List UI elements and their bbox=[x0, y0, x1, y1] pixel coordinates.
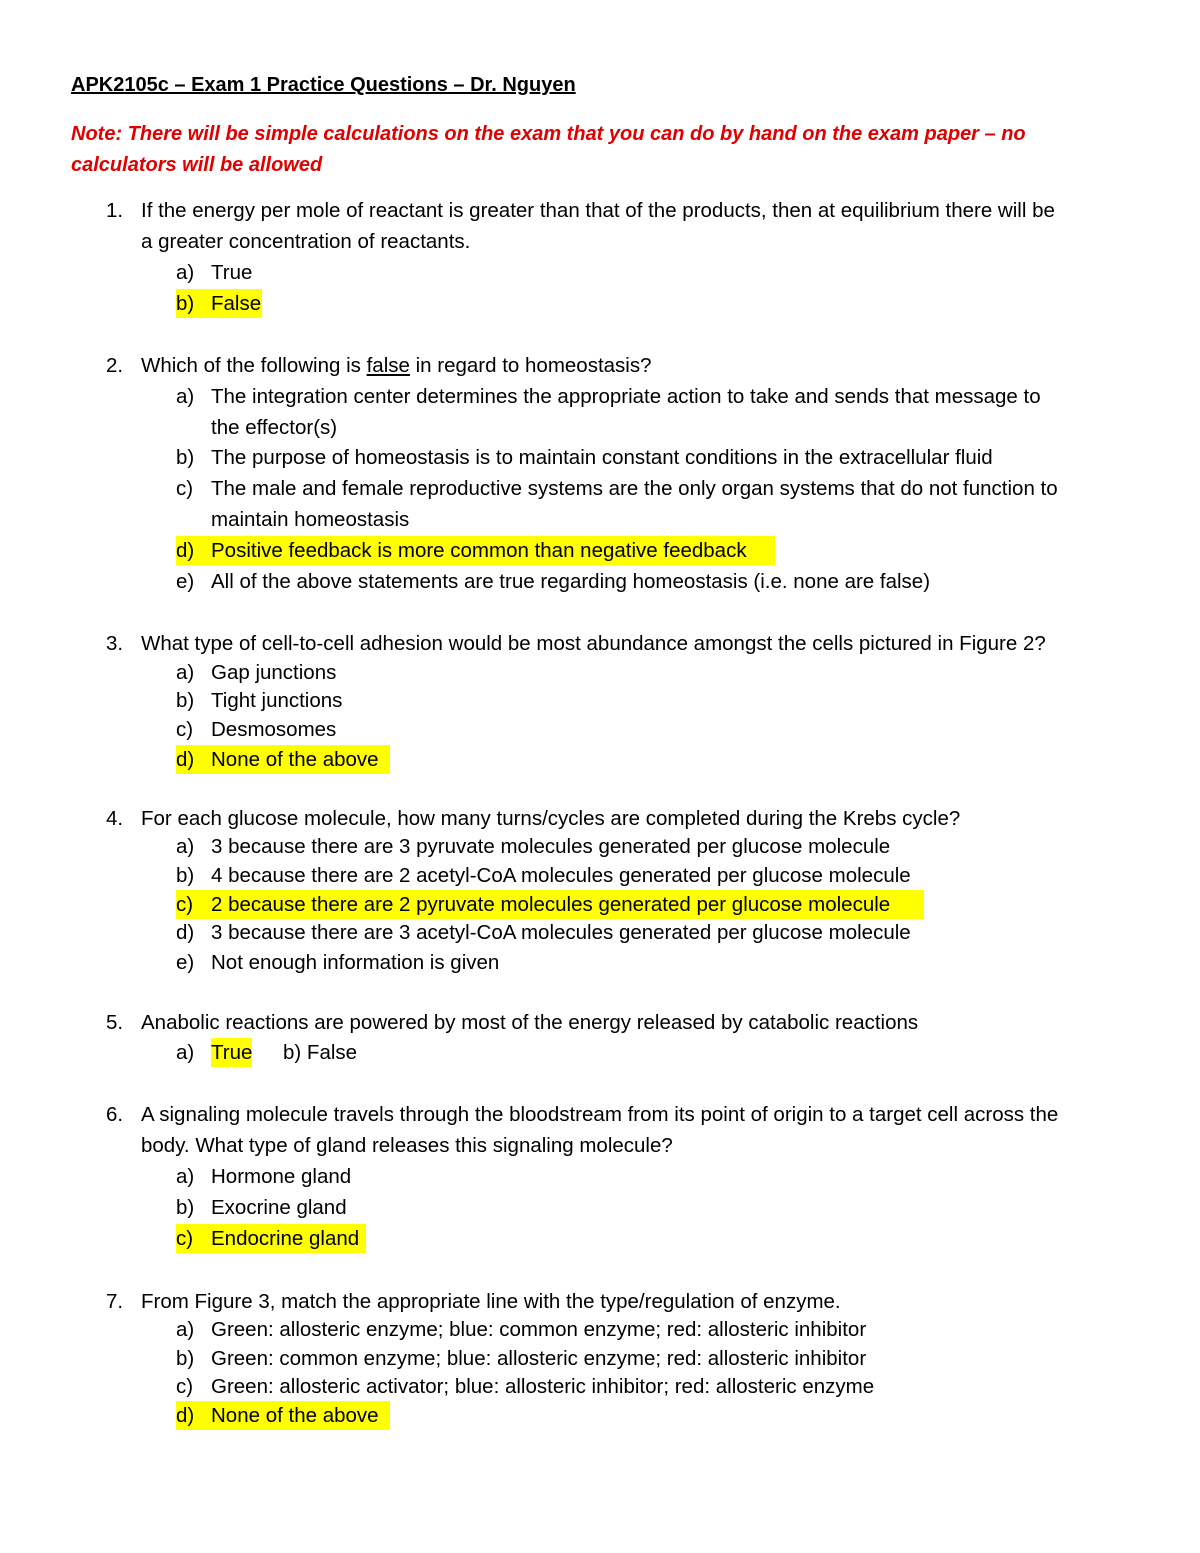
q1-option-b-correct bbox=[176, 289, 262, 326]
option-text: The male and female reproductive systems are the only organ systems that do not function to bbox=[211, 477, 1058, 500]
option-label: d) bbox=[176, 539, 195, 562]
question-number: 3. bbox=[106, 632, 124, 655]
option-label: b) bbox=[176, 1196, 195, 1219]
option-text: Not enough information is given bbox=[211, 951, 500, 974]
option-label: d) bbox=[176, 748, 195, 771]
option-text: Green: allosteric activator; blue: allosteric inhibitor; red: allosteric enzyme bbox=[211, 1375, 875, 1398]
question-text: For each glucose molecule, how many turns/cycles are completed during the Krebs cycle? bbox=[141, 807, 961, 830]
question-text-continued: a greater concentration of reactants. bbox=[141, 230, 471, 253]
question-text-pre: Which of the following is bbox=[141, 354, 367, 377]
question-number: 6. bbox=[106, 1103, 124, 1126]
option-text: The purpose of homeostasis is to maintain constant conditions in the extracellular fluid bbox=[211, 446, 993, 469]
option-label: b) bbox=[176, 689, 195, 712]
question-number: 7. bbox=[106, 1290, 124, 1313]
question-text-post: in regard to homeostasis? bbox=[409, 354, 652, 377]
option-text-correct: True bbox=[211, 1038, 252, 1067]
option-label: b) bbox=[176, 1347, 195, 1370]
option-label: a) bbox=[176, 1041, 195, 1064]
question-number: 2. bbox=[106, 354, 124, 377]
option-text: Gap junctions bbox=[211, 661, 337, 684]
option-text: Endocrine gland bbox=[211, 1227, 360, 1250]
option-label: b) bbox=[176, 292, 195, 315]
option-label: a) bbox=[176, 1165, 195, 1188]
option-text: Exocrine gland bbox=[211, 1196, 347, 1219]
option-label: b) bbox=[176, 446, 195, 469]
option-label: c) bbox=[176, 1375, 194, 1398]
option-label: d) bbox=[176, 921, 195, 944]
option-text-continued: maintain homeostasis bbox=[211, 508, 410, 531]
option-text: b) False bbox=[283, 1041, 358, 1064]
option-text: 4 because there are 2 acetyl-CoA molecules generated per glucose molecule bbox=[211, 864, 911, 887]
option-label: a) bbox=[176, 385, 195, 408]
option-text: Desmosomes bbox=[211, 718, 337, 741]
option-text: None of the above bbox=[211, 1404, 379, 1427]
option-text: False bbox=[211, 292, 262, 315]
option-text: All of the above statements are true regarding homeostasis (i.e. none are false) bbox=[211, 570, 931, 593]
option-text: Green: common enzyme; blue: allosteric enzyme; red: allosteric inhibitor bbox=[211, 1347, 867, 1370]
question-text: Anabolic reactions are powered by most of the energy released by catabolic reactions bbox=[141, 1011, 919, 1034]
option-text: 3 because there are 3 acetyl-CoA molecules generated per glucose molecule bbox=[211, 921, 911, 944]
option-label: b) bbox=[176, 864, 195, 887]
question-text bbox=[141, 350, 652, 381]
option-text: True bbox=[211, 261, 253, 284]
option-label: a) bbox=[176, 835, 195, 858]
option-label: a) bbox=[176, 661, 195, 684]
option-label: c) bbox=[176, 893, 194, 916]
option-text: 3 because there are 3 pyruvate molecules generated per glucose molecule bbox=[211, 835, 891, 858]
option-label: d) bbox=[176, 1404, 195, 1427]
question-number: 4. bbox=[106, 807, 124, 830]
question-text: A signaling molecule travels through the bloodstream from its point of origin to a target cell across the bbox=[141, 1103, 1059, 1126]
question-text: From Figure 3, match the appropriate line with the type/regulation of enzyme. bbox=[141, 1290, 841, 1313]
q6-option-c-correct bbox=[176, 1224, 366, 1261]
q3-option-d-correct bbox=[176, 745, 390, 782]
option-label: e) bbox=[176, 570, 195, 593]
option-text: The integration center determines the appropriate action to take and sends that message to bbox=[211, 385, 1041, 408]
option-text: 2 because there are 2 pyruvate molecules generated per glucose molecule bbox=[211, 893, 891, 916]
option-text: Tight junctions bbox=[211, 689, 343, 712]
option-label: c) bbox=[176, 477, 194, 500]
option-label: c) bbox=[176, 1227, 194, 1250]
q7-option-d-correct bbox=[176, 1401, 390, 1438]
question-number: 5. bbox=[106, 1011, 124, 1034]
question-text: What type of cell-to-cell adhesion would be most abundance amongst the cells pictured in Figure 2? bbox=[141, 632, 1046, 655]
question-text-continued: body. What type of gland releases this signaling molecule? bbox=[141, 1134, 673, 1157]
option-text-continued: the effector(s) bbox=[211, 416, 338, 439]
option-label: e) bbox=[176, 951, 195, 974]
underlined-word: false bbox=[366, 354, 410, 377]
page-title: APK2105c – Exam 1 Practice Questions – Dr. Nguyen bbox=[71, 74, 576, 96]
option-label: a) bbox=[176, 1318, 195, 1341]
option-text: None of the above bbox=[211, 748, 379, 771]
option-label: c) bbox=[176, 718, 194, 741]
option-text: Green: allosteric enzyme; blue: common enzyme; red: allosteric inhibitor bbox=[211, 1318, 867, 1341]
question-text: If the energy per mole of reactant is greater than that of the products, then at equilibrium there will be bbox=[141, 199, 1055, 222]
option-text: Hormone gland bbox=[211, 1165, 352, 1188]
option-label: a) bbox=[176, 261, 195, 284]
option-text: Positive feedback is more common than negative feedback bbox=[211, 539, 747, 562]
question-number: 1. bbox=[106, 199, 124, 222]
exam-note: Note: There will be simple calculations on the exam that you can do by hand on the exam paper – no calculators will be allowed bbox=[71, 123, 1026, 176]
